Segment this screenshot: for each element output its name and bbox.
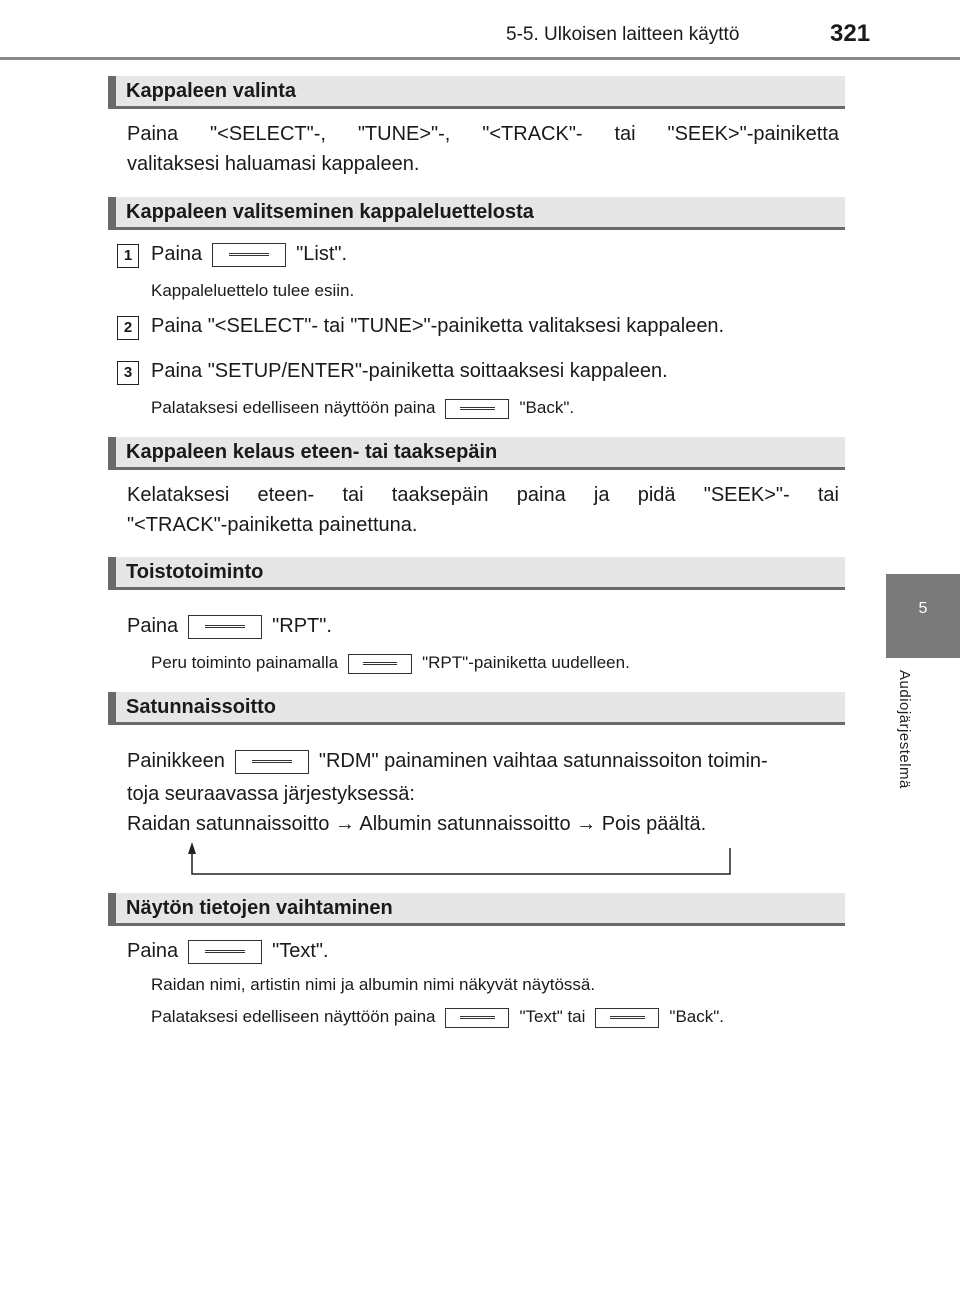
step-2-text: Paina "<SELECT"- tai "TUNE>"-painiketta valitaksesi kappaleen. [151, 315, 725, 337]
text-post: "Text". [272, 940, 329, 962]
section-title: Kappaleen valitseminen kappaleluettelosta [126, 201, 534, 223]
screen-button-icon [348, 654, 412, 674]
section-title: Kappaleen valinta [126, 80, 297, 102]
screen-button-icon [188, 615, 262, 639]
paragraph: Kelataksesi eteen- tai taaksepäin paina ja pidä "SEEK>"- tai [127, 484, 839, 506]
section-title: Näytön tietojen vaihtaminen [126, 897, 393, 919]
section-header-fast-forward [108, 437, 845, 470]
step-number-2: 2 [117, 316, 139, 340]
repeat-pre: Paina [127, 615, 179, 637]
step-1-text [151, 240, 347, 268]
step-1-post: "List". [296, 243, 348, 265]
section-header-track-selection [108, 76, 845, 109]
step-3-note-pre: Palataksesi edelliseen näyttöön paina [151, 398, 436, 417]
random-sequence: Raidan satunnaissoitto → Albumin satunnaissoitto → Pois päältä. [127, 813, 707, 835]
screen-button-icon [445, 1008, 509, 1028]
text-note-2-post: "Back". [669, 1007, 725, 1026]
screen-button-icon [595, 1008, 659, 1028]
header-rule [0, 57, 960, 60]
text-note-1: Raidan nimi, artistin nimi ja albumin nimi näkyvät näytössä. [151, 975, 596, 994]
text-note-2 [151, 1006, 724, 1028]
repeat-note-post: "RPT"-painiketta uudelleen. [422, 653, 630, 672]
paragraph: toja seuraavassa järjestyksessä: [127, 783, 415, 805]
step-number-3: 3 [117, 361, 139, 385]
paragraph: "<TRACK"-painiketta painettuna. [127, 514, 418, 536]
chapter-section-title: 5-5. Ulkoisen laitteen käyttö [506, 24, 740, 45]
chapter-tab [886, 574, 960, 658]
step-3-note-post: "Back". [519, 398, 575, 417]
step-number-1: 1 [117, 244, 139, 268]
screen-button-icon [445, 399, 509, 419]
section-header-repeat [108, 557, 845, 590]
step-1-pre: Paina [151, 243, 203, 265]
section-header-random [108, 692, 845, 725]
step-3-text: Paina "SETUP/ENTER"-painiketta soittaaksesi kappaleen. [151, 360, 668, 382]
repeat-instruction [127, 611, 332, 641]
step-3-note [151, 397, 574, 419]
text-note-2-mid: "Text" tai [519, 1007, 586, 1026]
paragraph: Paina "<SELECT"-, "TUNE>"-, "<TRACK"- tai "SEEK>"-painiketta [127, 123, 839, 145]
random-pre: Painikkeen [127, 750, 225, 772]
repeat-note [151, 652, 630, 674]
section-title: Toistotoiminto [126, 561, 264, 583]
text-note-2-pre: Palataksesi edelliseen näyttöön paina [151, 1007, 436, 1026]
chapter-tab-label: Audiojärjestelmä [896, 670, 913, 789]
step-1-note: Kappaleluettelo tulee esiin. [151, 281, 355, 300]
random-instruction [127, 746, 768, 776]
repeat-note-pre: Peru toiminto painamalla [151, 653, 339, 672]
section-title: Kappaleen kelaus eteen- tai taaksepäin [126, 441, 498, 463]
page-number: 321 [830, 20, 871, 47]
repeat-post: "RPT". [272, 615, 332, 637]
section-header-display-info [108, 893, 845, 926]
random-post: "RDM" painaminen vaihtaa satunnaissoiton toimin- [318, 750, 768, 772]
section-title: Satunnaissoitto [126, 696, 277, 718]
section-header-track-list [108, 197, 845, 230]
screen-button-icon [235, 750, 309, 774]
cycle-return-arrow-icon [180, 840, 740, 880]
text-instruction [127, 936, 329, 966]
paragraph: valitaksesi haluamasi kappaleen. [127, 153, 420, 175]
text-pre: Paina [127, 940, 179, 962]
chapter-tab-number: 5 [918, 600, 928, 617]
screen-button-icon [212, 243, 286, 267]
screen-button-icon [188, 940, 262, 964]
